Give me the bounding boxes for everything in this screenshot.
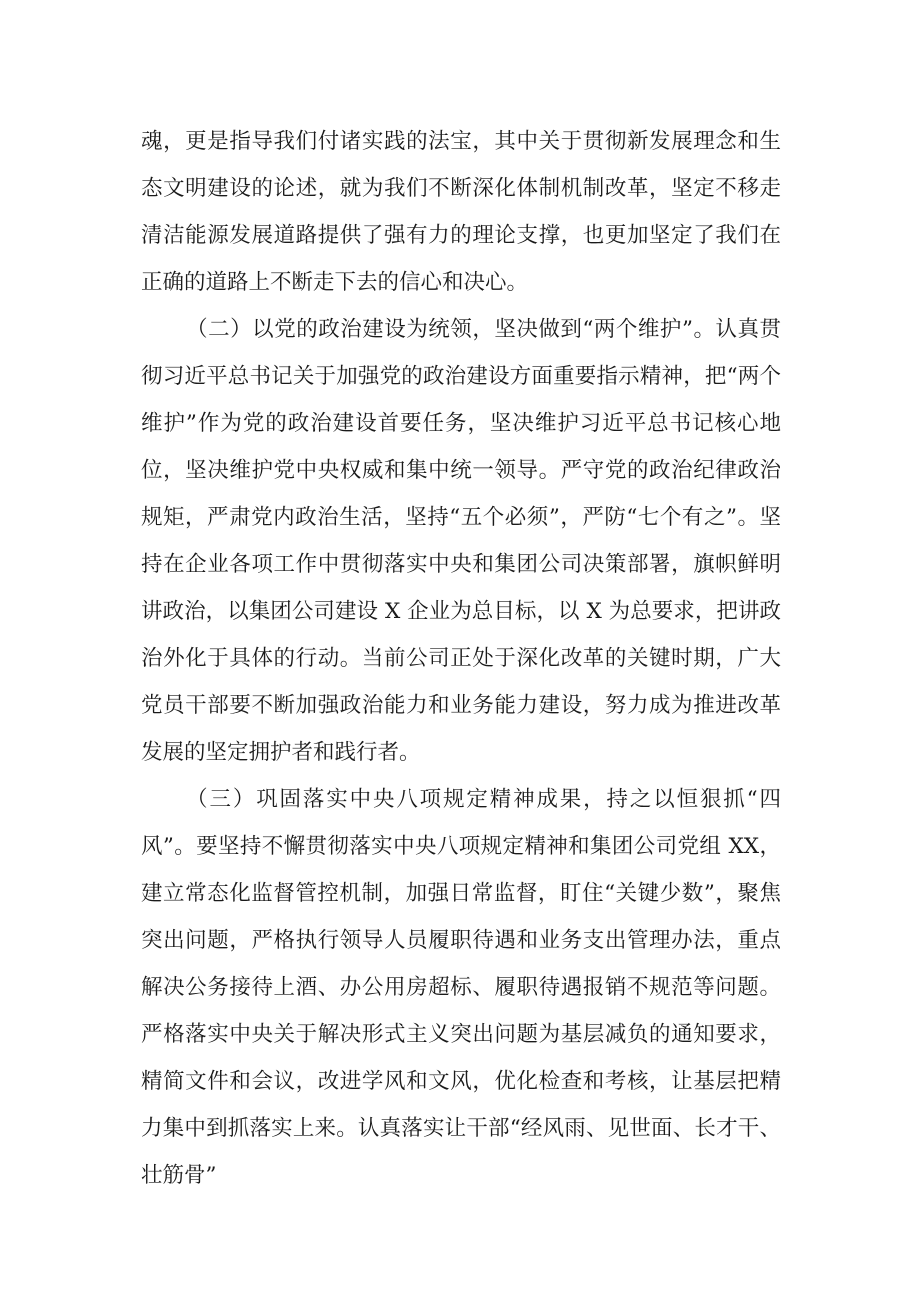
- document-body: [141, 118, 781, 1199]
- paragraph-continuation: 魂，更是指导我们付诸实践的法宝，其中关于贯彻新发展理念和生态文明建设的论述，就为我们不断深化体制机制改革，坚定不移走清洁能源发展道路提供了强有力的理论支撑，也更加坚定了我们在正确的道路上不断走下去的信心和决心。: [141, 129, 781, 295]
- paragraph-eight-point-rules: （三）巩固落实中央八项规定精神成果，持之以恒狠抓“四风”。要坚持不懈贯彻落实中央八项规定精神和集团公司党组 XX，建立常态化监督管控机制，加强日常监督，盯住“关键少数”，聚焦突出问题，严格执行领导人员履职待遇和业务支出管理办法，重点解决公务接待上酒、办公用房超标、履职待遇报销不规范等问题。严格落实中央关于解决形式主义突出问题为基层减负的通知要求，精简文件和会议，改进学风和文风，优化检查和考核，让基层把精力集中到抓落实上来。认真落实让干部“经风雨、见世面、长才干、壮筋骨”: [141, 787, 781, 1188]
- paragraph-political-construction: （二）以党的政治建设为统领，坚决做到“两个维护”。认真贯彻习近平总书记关于加强党的政治建设方面重要指示精神，把“两个维护”作为党的政治建设首要任务，坚决维护习近平总书记核心地位，坚决维护党中央权威和集中统一领导。严守党的政治纪律政治规矩，严肃党内政治生活，坚持“五个必须”，严防“七个有之”。坚持在企业各项工作中贯彻落实中央和集团公司决策部署，旗帜鲜明讲政治，以集团公司建设 X 企业为总目标，以 X 为总要求，把讲政治外化于具体的行动。当前公司正处于深化改革的关键时期，广大党员干部要不断加强政治能力和业务能力建设，努力成为推进改革发展的坚定拥护者和践行者。: [141, 317, 781, 765]
